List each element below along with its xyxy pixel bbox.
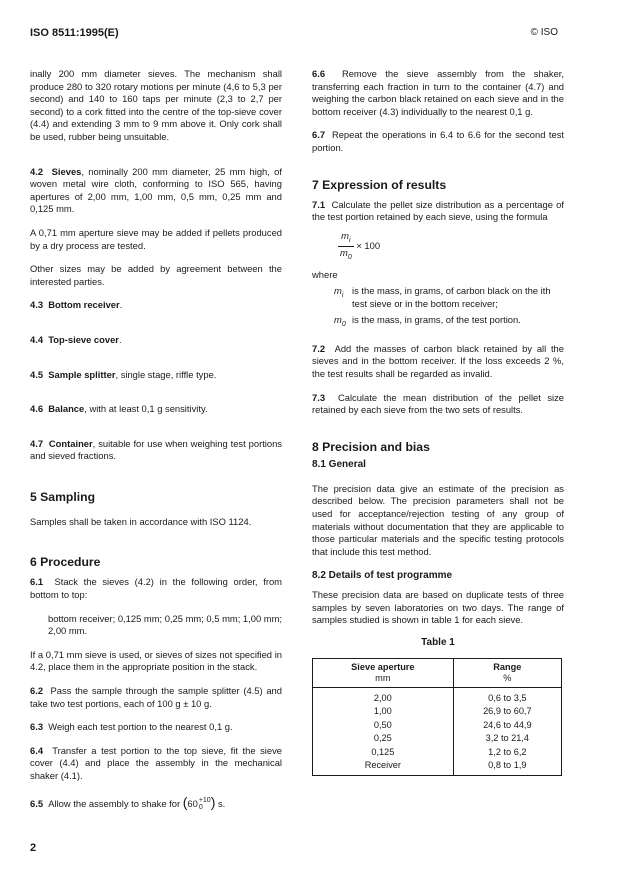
clause-7-1	[312, 199, 564, 224]
clause-4-7	[30, 438, 282, 463]
clause-number: 6.3	[30, 721, 44, 733]
where-symbol: $m_0$	[334, 314, 346, 329]
clause-number: 6.4	[30, 744, 44, 756]
section-7-heading: 7 Expression of results	[312, 177, 447, 192]
clause-term: Sieves	[51, 165, 82, 177]
formula-factor: × 100	[356, 239, 381, 251]
clause-text: , nominally 200 mm diameter, 25 mm high, of woven metal wire cloth, conforming to ISO 565, having apertures of 2,00 mm, 1,00 mm, 0,5 mm, 0,25 mm and 0,125 mm.	[30, 165, 282, 215]
clause-number: 6.5	[30, 797, 44, 809]
document-id: ISO 8511:1995(E)	[30, 27, 119, 39]
clause-number: 7.1	[312, 198, 326, 210]
clause-4-2-note-sieve: A 0,71 mm aperture sieve may be added if pellets produced by a dry process are tested.	[30, 226, 282, 251]
where-item	[312, 314, 564, 331]
table-row	[313, 687, 562, 705]
clause-number: 6.2	[30, 685, 44, 697]
left-column	[30, 68, 282, 812]
section-5-heading: 5 Sampling	[30, 489, 96, 504]
clause-4-4	[30, 334, 282, 347]
where-symbol: $m_i$	[334, 285, 344, 299]
clause-8-2-text: These precision data are based on duplicate tests of three samples by seven laboratories on two days. The range of samples studied is shown in table 1 for each sieve.	[312, 589, 564, 626]
clause-text: Transfer a test portion to the top sieve, fit the sieve cover (4.4) and place the assembly in the mechanical shaker (4.1).	[30, 744, 282, 781]
sieve-stack-order: bottom receiver; 0,125 mm; 0,25 mm; 0,5 mm; 1,00 mm; 2,00 mm.	[48, 612, 282, 637]
clause-4-2	[30, 166, 282, 216]
range-cell: 0,6 to 3,5	[453, 687, 561, 705]
aperture-cell: 0,125	[313, 746, 454, 760]
clause-7-3	[312, 392, 564, 417]
clause-term: Sample splitter	[48, 368, 116, 380]
clause-number: 4.3	[30, 299, 44, 311]
clause-4-2-note-sizes: Other sizes may be added by agreement between the interested parties.	[30, 263, 282, 287]
clause-text: Allow the assembly to shake for	[48, 797, 183, 809]
section-6-heading: 6 Procedure	[30, 555, 101, 570]
clause-text: , suitable for use when weighing test portions and sieved fractions.	[30, 437, 282, 462]
table-row	[313, 719, 562, 733]
clause-number: 6.6	[312, 68, 326, 79]
subscript: i	[348, 236, 351, 244]
formula-numerator: $m_i$	[338, 230, 354, 247]
table-row	[313, 705, 562, 719]
clause-text: Weigh each test portion to the nearest 0,1 g.	[48, 721, 233, 733]
clause-number: 6.1	[30, 576, 44, 588]
subscript: 0	[341, 321, 346, 329]
clause-number: 4.7	[30, 437, 44, 449]
where-label: where	[312, 268, 338, 280]
clause-number: 4.5	[30, 368, 44, 380]
clause-term: Balance	[48, 403, 85, 415]
header-unit: mm	[375, 672, 391, 683]
clause-text: .	[119, 299, 123, 311]
right-column	[312, 68, 564, 776]
aperture-cell: Receiver	[313, 759, 454, 775]
clause-4-3	[30, 299, 282, 312]
clause-8-2-heading: 8.2 Details of test programme	[312, 570, 453, 582]
clause-6-3	[30, 721, 282, 734]
clause-8-1-heading: 8.1 General	[312, 458, 366, 470]
subscript: i	[341, 291, 344, 299]
clause-text: Calculate the mean distribution of the pellet size retained by each sieve from the two sets of results.	[312, 391, 564, 416]
range-cell: 1,2 to 6,2	[453, 746, 561, 760]
aperture-cell: 0,50	[313, 719, 454, 733]
shake-duration: 60	[187, 797, 198, 809]
clause-4-5	[30, 369, 282, 382]
clause-6-5: 6.5 Allow the assembly to shake for (60 +10 0 ) s.	[30, 793, 226, 812]
clause-text: .	[118, 333, 122, 345]
table-title: Table 1	[421, 637, 455, 649]
clause-text: Calculate the pellet size distribution as a percentage of the test portion retained by each sieve, using the formula	[312, 198, 564, 223]
range-cell: 0,8 to 1,9	[453, 759, 561, 775]
clause-text: , with at least 0,1 g sensitivity.	[84, 403, 208, 415]
clause-6-1	[30, 576, 282, 601]
table-row	[313, 759, 562, 775]
clause-text: Pass the sample through the sample splitter (4.5) and take two test portions, each of 100 g ± 10 g.	[30, 685, 282, 709]
table-header-aperture	[313, 658, 454, 687]
tolerance-minus: 0	[198, 804, 203, 812]
range-cell: 3,2 to 21,4	[453, 732, 561, 746]
clause-6-2	[30, 685, 282, 710]
range-cell: 24,6 to 44,9	[453, 719, 561, 733]
clause-6-7	[312, 129, 564, 154]
where-item	[312, 285, 564, 310]
formula-denominator: $m_0$	[340, 246, 352, 261]
aperture-cell: 2,00	[313, 687, 454, 705]
clause-number: 4.6	[30, 403, 44, 415]
clause-6-6	[312, 68, 564, 118]
clause-text: Repeat the operations in 6.4 to 6.6 for the second test portion.	[312, 129, 564, 153]
clause-number: 7.3	[312, 391, 326, 403]
size-distribution-formula	[312, 230, 564, 263]
clause-number: 4.4	[30, 333, 44, 345]
where-definition: is the mass, in grams, of the test portion.	[352, 314, 521, 326]
table-header-range	[453, 658, 561, 687]
clause-text: , single stage, riffle type.	[115, 368, 217, 380]
intro-paragraph: inally 200 mm diameter sieves. The mechanism shall produce 280 to 320 rotary motions per minute (4,6 to 5,3 per second) and 140 to 160 taps per minute (2,3 to 2,7 per second) to a cork fitted into the centre of the top-sieve cover (4.4) and extending 3 mm to 9 mm above it. Only cork shall be used, rubber being unsuitable.	[30, 68, 282, 142]
clause-6-1-note: If a 0,71 mm sieve is used, or sieves of sizes not specified in 4.2, place them in the appropriate position in the stack.	[30, 648, 282, 673]
clause-term: Bottom receiver	[48, 299, 120, 311]
section-5-text: Samples shall be taken in accordance with ISO 1124.	[30, 515, 252, 527]
table-row	[313, 732, 562, 746]
precision-range-table	[312, 658, 562, 776]
table-row	[313, 746, 562, 760]
page-number: 2	[30, 842, 37, 854]
header-unit: %	[503, 672, 512, 683]
clause-term: Top-sieve cover	[48, 333, 119, 345]
clause-6-4	[30, 745, 282, 783]
tolerance-plus: +10	[198, 797, 211, 805]
clause-7-2	[312, 343, 564, 381]
clause-number: 7.2	[312, 342, 326, 354]
section-8-heading: 8 Precision and bias	[312, 439, 430, 454]
clause-text: Add the masses of carbon black retained by all the sieves and in the bottom receiver. If the loss exceeds 2 %, the test results shall be regarded as invalid.	[312, 342, 564, 379]
aperture-cell: 1,00	[313, 705, 454, 719]
range-cell: 26,9 to 60,7	[453, 705, 561, 719]
clause-term: Container	[48, 437, 93, 449]
clause-text: Stack the sieves (4.2) in the following order, from bottom to top:	[30, 576, 282, 601]
where-definition: is the mass, in grams, of carbon black on the ith test sieve or in the bottom receiver;	[352, 285, 551, 309]
subscript: 0	[347, 253, 352, 261]
header-label: Sieve aperture	[351, 661, 415, 672]
aperture-cell: 0,25	[313, 732, 454, 746]
header-label: Range	[493, 661, 522, 672]
clause-unit: s.	[215, 797, 226, 809]
clause-4-6	[30, 403, 282, 416]
clause-text: Remove the sieve assembly from the shaker, transferring each fraction in turn to the container (4.7) and weighing the carbon black retained on each sieve and in the bottom receiver (4.3) individually to the nearest 0,1 g.	[312, 68, 565, 117]
clause-number: 4.2	[30, 165, 44, 177]
clause-8-1-text: The precision data give an estimate of the precision as described below. The precision parameters shall not be used for acceptance/rejection testing of any group of materials without documentation that they are applicable to those particular materials and the specific testing protocols that include this test method.	[312, 482, 564, 557]
copyright-notice: © ISO	[530, 27, 558, 38]
clause-number: 6.7	[312, 129, 326, 141]
